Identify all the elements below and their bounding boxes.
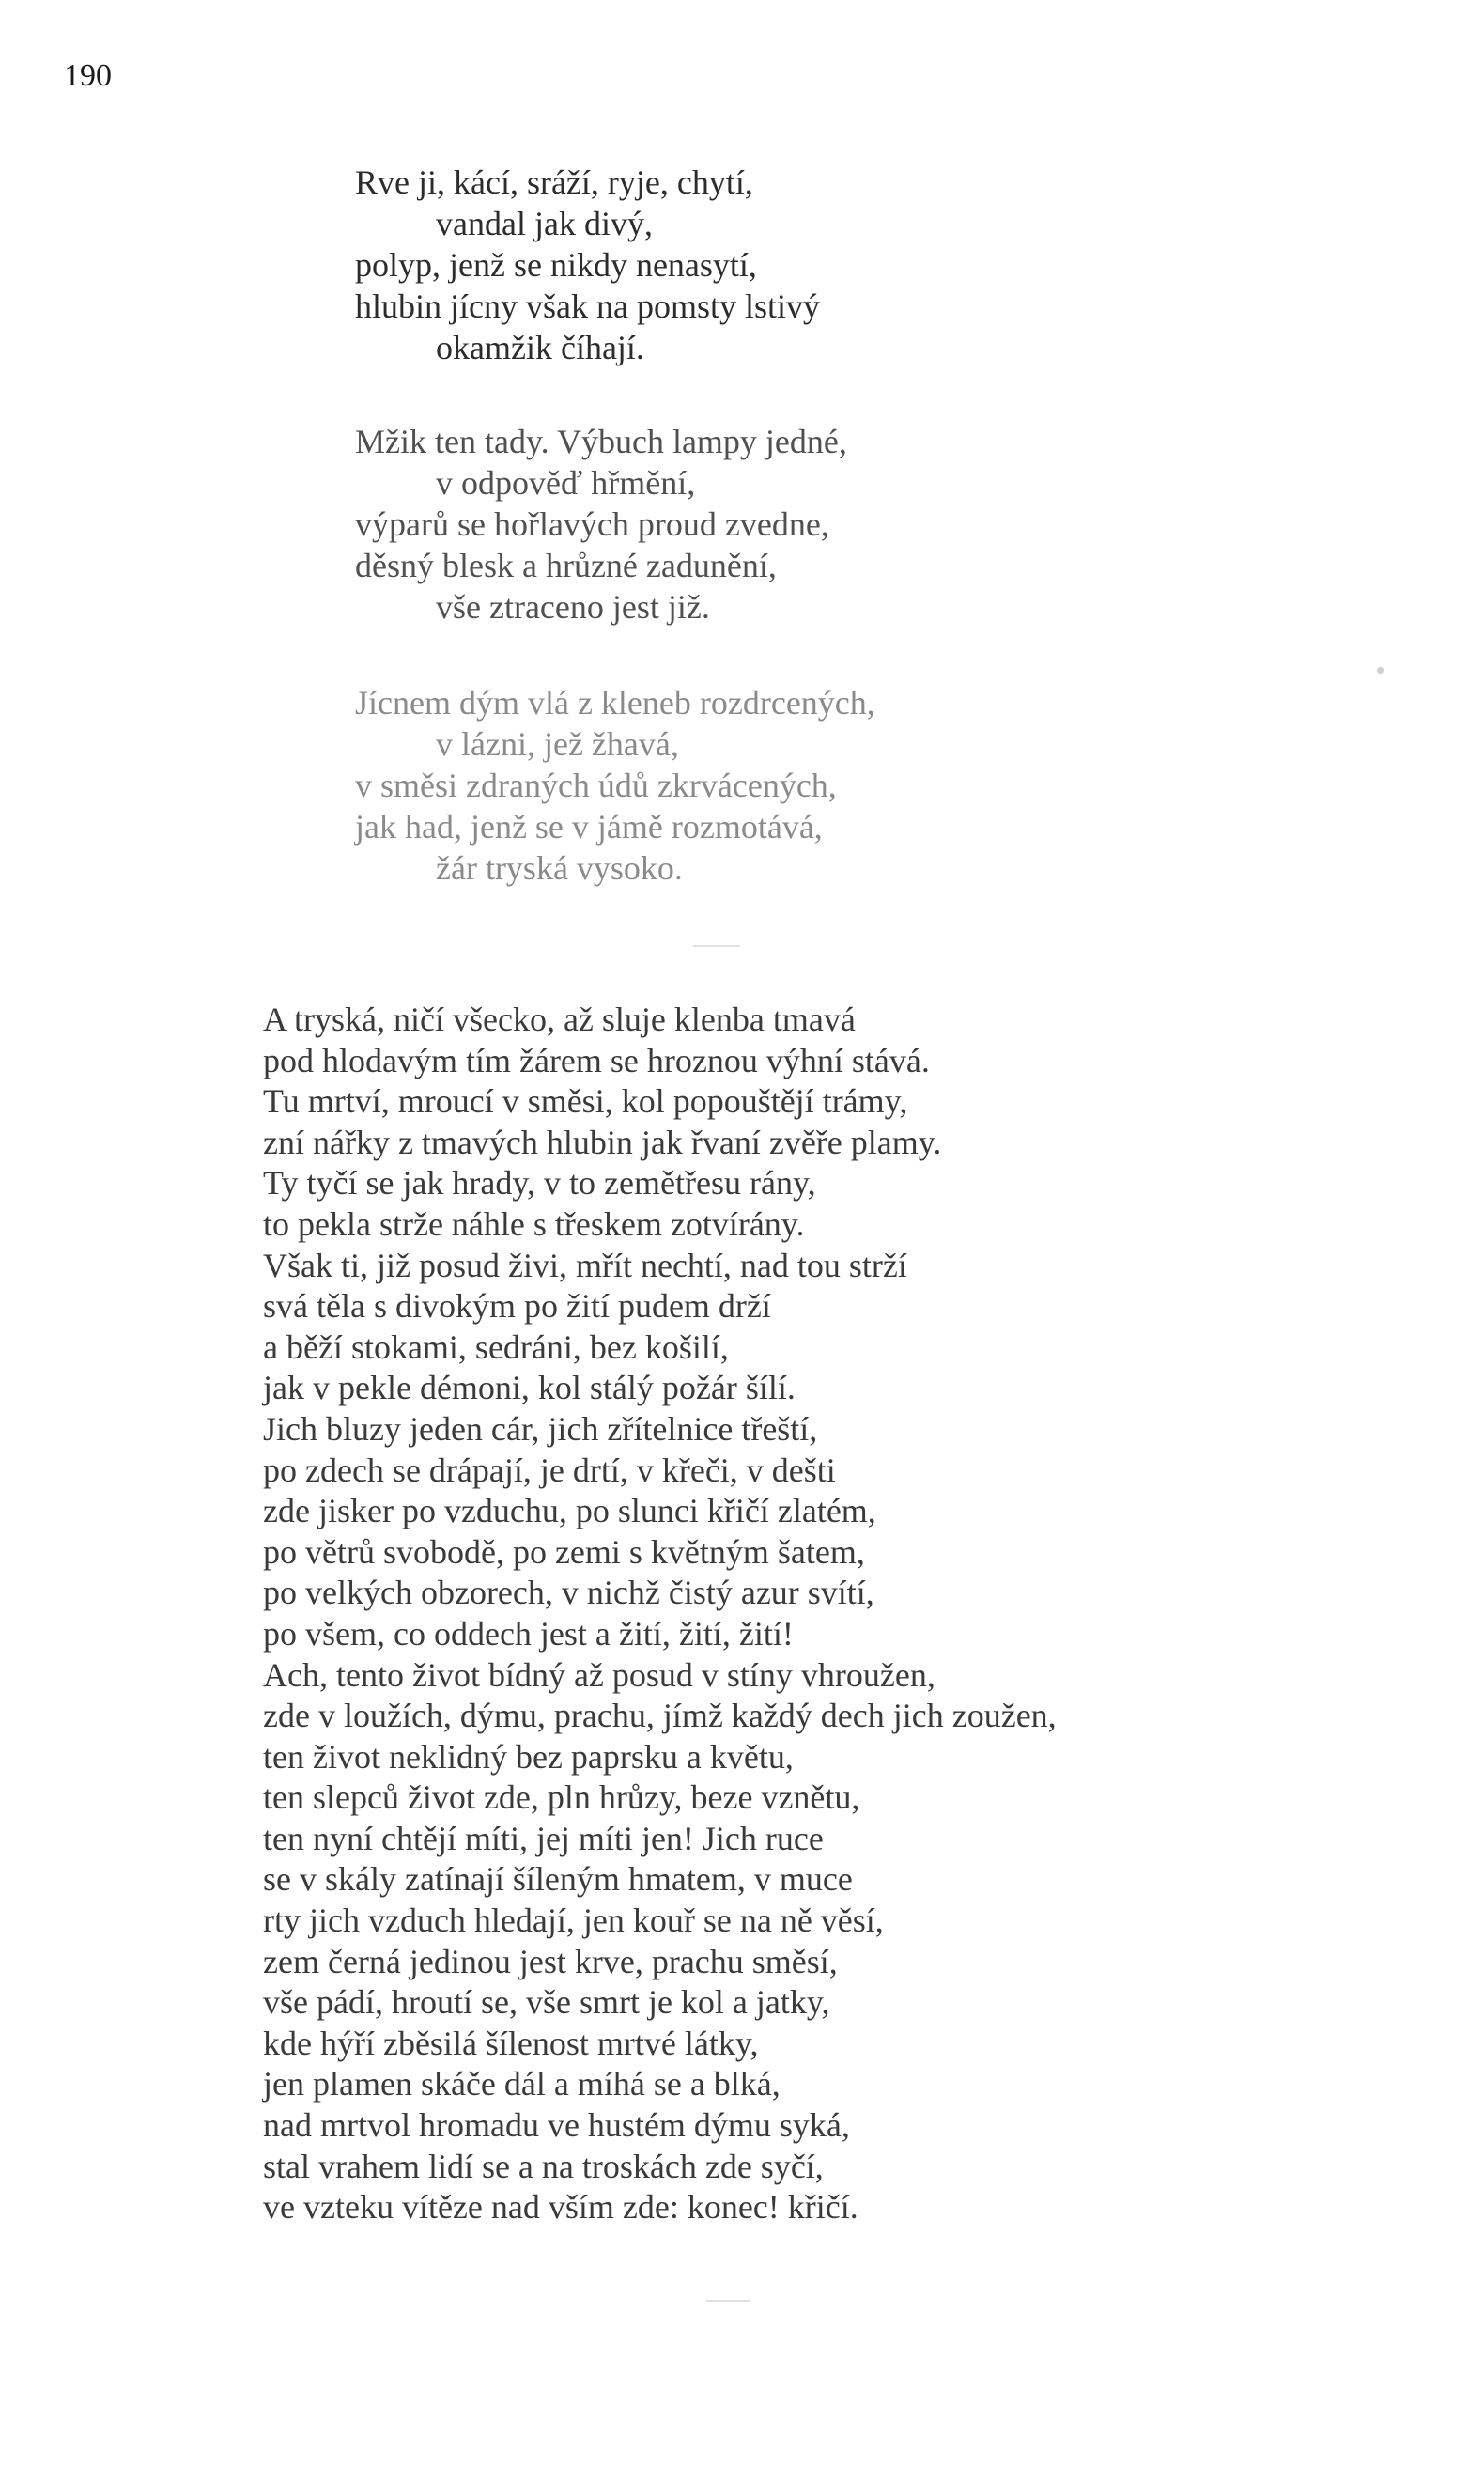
stanza-2	[355, 421, 847, 628]
poem-line: okamžik číhají.	[436, 329, 644, 366]
long-poem	[263, 1000, 1057, 2228]
poem-line: a běží stokami, sedráni, bez košilí,	[263, 1327, 729, 1366]
poem-line: Však ti, již posud živi, mřít nechtí, nad tou strží	[263, 1246, 907, 1284]
stray-dot	[1377, 667, 1384, 674]
poem-line: nad mrtvol hromadu ve hustém dýmu syká,	[263, 2106, 850, 2145]
poem-line: v lázni, jež žhavá,	[436, 725, 679, 763]
poem-line: zde v loužích, dýmu, prachu, jímž každý dech jich zoužen,	[263, 1697, 1057, 1735]
poem-line: v směsi zdraných údů zkrvácených,	[355, 767, 837, 804]
poem-line: po větrů svobodě, po zemi s květným šatem,	[263, 1532, 865, 1571]
poem-line: výparů se hořlavých proud zvedne,	[355, 505, 829, 543]
poem-line: ve vzteku vítěze nad vším zde: konec! křičí.	[263, 2188, 858, 2227]
end-divider	[706, 2300, 750, 2302]
poem-line: zde jisker po vzduchu, po slunci křičí zlatém,	[263, 1492, 876, 1530]
poem-line: v odpověď hřmění,	[436, 464, 696, 502]
poem-line: jak v pekle démoni, kol stálý požár šílí.	[263, 1369, 796, 1407]
poem-line: kde hýří zběsilá šílenost mrtvé látky,	[263, 2024, 759, 2062]
poem-line: po velkých obzorech, v nichž čistý azur svítí,	[263, 1574, 874, 1612]
poem-line: to pekla strže náhle s třeskem zotvírány.	[263, 1204, 805, 1243]
poem-line: vše ztraceno jest již.	[436, 588, 710, 626]
poem-line: ten slepců život zde, pln hrůzy, beze vznětu,	[263, 1778, 860, 1817]
poem-line: po všem, co oddech jest a žití, žití, žití!	[263, 1614, 794, 1653]
poem-line: děsný blesk a hrůzné zadunění,	[355, 547, 777, 584]
poem-line: Ty tyčí se jak hrady, v to zemětřesu rány,	[263, 1164, 816, 1203]
poem-line: polyp, jenž se nikdy nenasytí,	[355, 246, 757, 284]
poem-line: zní nářky z tmavých hlubin jak řvaní zvěře plamy.	[263, 1123, 942, 1161]
poem-line: pod hlodavým tím žárem se hroznou výhní stává.	[263, 1041, 930, 1079]
poem-line: se v skály zatínají šíleným hmatem, v muce	[263, 1860, 853, 1899]
poem-line: rty jich vzduch hledají, jen kouř se na ně věsí,	[263, 1901, 884, 1940]
poem-line: Jícnem dým vlá z kleneb rozdrcených,	[355, 684, 875, 722]
poem-line: žár tryská vysoko.	[436, 849, 683, 887]
poem-line: ten nyní chtějí míti, jej míti jen! Jich ruce	[263, 1819, 824, 1857]
poem-line: Ach, tento život bídný až posud v stíny vhroužen,	[263, 1655, 935, 1694]
poem-line: vandal jak divý,	[436, 205, 653, 242]
section-divider	[693, 945, 740, 947]
poem-line: vše pádí, hroutí se, vše smrt je kol a jatky,	[263, 1983, 830, 2022]
poem-line: jak had, jenž se v jámě rozmotává,	[355, 808, 823, 846]
poem-line: svá těla s divokým po žití pudem drží	[263, 1287, 771, 1326]
poem-line: po zdech se drápají, je drtí, v křeči, v dešti	[263, 1451, 836, 1489]
poem-line: stal vrahem lidí se a na troskách zde syčí,	[263, 2147, 824, 2185]
poem-line: jen plamen skáče dál a míhá se a blká,	[263, 2065, 781, 2103]
poem-line: zem černá jedinou jest krve, prachu směsí,	[263, 1942, 838, 1980]
poem-line: Jich bluzy jeden cár, jich zřítelnice třeští,	[263, 1409, 818, 1448]
page-number: 190	[64, 58, 112, 93]
poem-line: ten život neklidný bez paprsku a květu,	[263, 1737, 794, 1776]
poem-line: Mžik ten tady. Výbuch lampy jedné,	[355, 423, 847, 460]
poem-line: A tryská, ničí všecko, až sluje klenba tmavá	[263, 1001, 856, 1038]
poem-line: Rve ji, kácí, sráží, ryje, chytí,	[355, 163, 753, 201]
stanza-1	[355, 162, 820, 368]
stanza-3	[355, 682, 875, 889]
poem-line: Tu mrtví, mroucí v směsi, kol popouštějí trámy,	[263, 1082, 908, 1121]
poem-line: hlubin jícny však na pomsty lstivý	[355, 287, 820, 325]
